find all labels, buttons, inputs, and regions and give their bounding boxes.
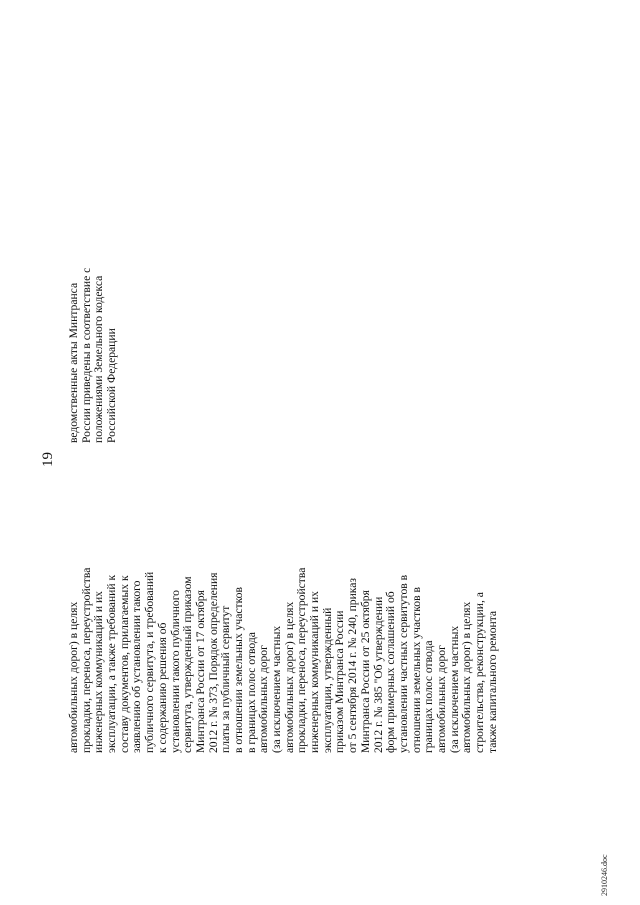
text-line: отношении земельных участков в: [409, 587, 423, 753]
text-line: установлении такого публичного: [168, 590, 182, 753]
text-line: прокладки, переноса, переустройства: [79, 567, 93, 753]
left-column: [68, 568, 499, 753]
text-line: автомобильных дорог) в целях: [460, 601, 474, 753]
text-line: к содержанию решения об: [155, 622, 169, 753]
right-column: [68, 268, 119, 443]
text-line: в границах полос отвода: [244, 632, 258, 753]
text-line: Минтранса России от 17 октября: [193, 590, 207, 753]
text-line: в отношении земельных участков: [231, 587, 245, 753]
text-line: приказом Минтранса России: [333, 610, 347, 753]
text-line: прокладки, переноса, переустройства: [295, 567, 309, 753]
text-line: эксплуатации, утвержденный: [320, 607, 334, 753]
text-line: составу документов, прилагаемых к: [117, 575, 131, 753]
text-line: России приведены в соответствие с: [79, 267, 93, 443]
text-line: автомобильных дорог: [434, 645, 448, 753]
text-line: Минтранса России от 25 октября: [358, 590, 372, 753]
text-line: публичного сервитута, и требований: [143, 571, 157, 753]
text-line: эксплуатации, а также требований к: [105, 574, 119, 753]
text-line: границах полос отвода: [422, 640, 436, 753]
text-line: положениями Земельного кодекса: [92, 275, 106, 443]
text-line: ведомственные акты Минтранса: [67, 282, 80, 443]
page-number: 19: [40, 452, 56, 467]
text-line: установлении частных сервитутов в: [396, 574, 410, 753]
text-line: автомобильных дорог) в целях: [67, 601, 80, 753]
text-line: строительства, реконструкции, а: [473, 592, 486, 753]
text-line: (за исключением частных: [447, 625, 461, 753]
text-line: автомобильных дорог) в целях: [282, 601, 296, 753]
text-line: (за исключением частных: [270, 625, 283, 753]
text-line: также капитального ремонта: [485, 610, 499, 753]
text-line: инженерных коммуникаций и их: [92, 591, 106, 753]
text-line: автомобильных дорог: [257, 645, 271, 753]
text-line: форм примерных соглашений об: [384, 591, 398, 753]
text-line: Российской Федерации: [105, 328, 119, 443]
text-line: 2012 г. № 373, Порядок определения: [206, 572, 220, 753]
text-line: заявлению об установлении такого: [130, 580, 144, 753]
text-line: от 5 сентября 2014 г. № 240, приказ: [346, 578, 360, 753]
text-line: инженерных коммуникаций и их: [308, 591, 322, 753]
text-line: платы за публичный сервитут: [219, 605, 233, 753]
footer-filename: 2910246.doc: [600, 854, 609, 896]
text-line: 2012 г. № 385 "Об утверждении: [371, 596, 385, 753]
text-line: сервитута, утвержденный приказом: [181, 576, 195, 753]
